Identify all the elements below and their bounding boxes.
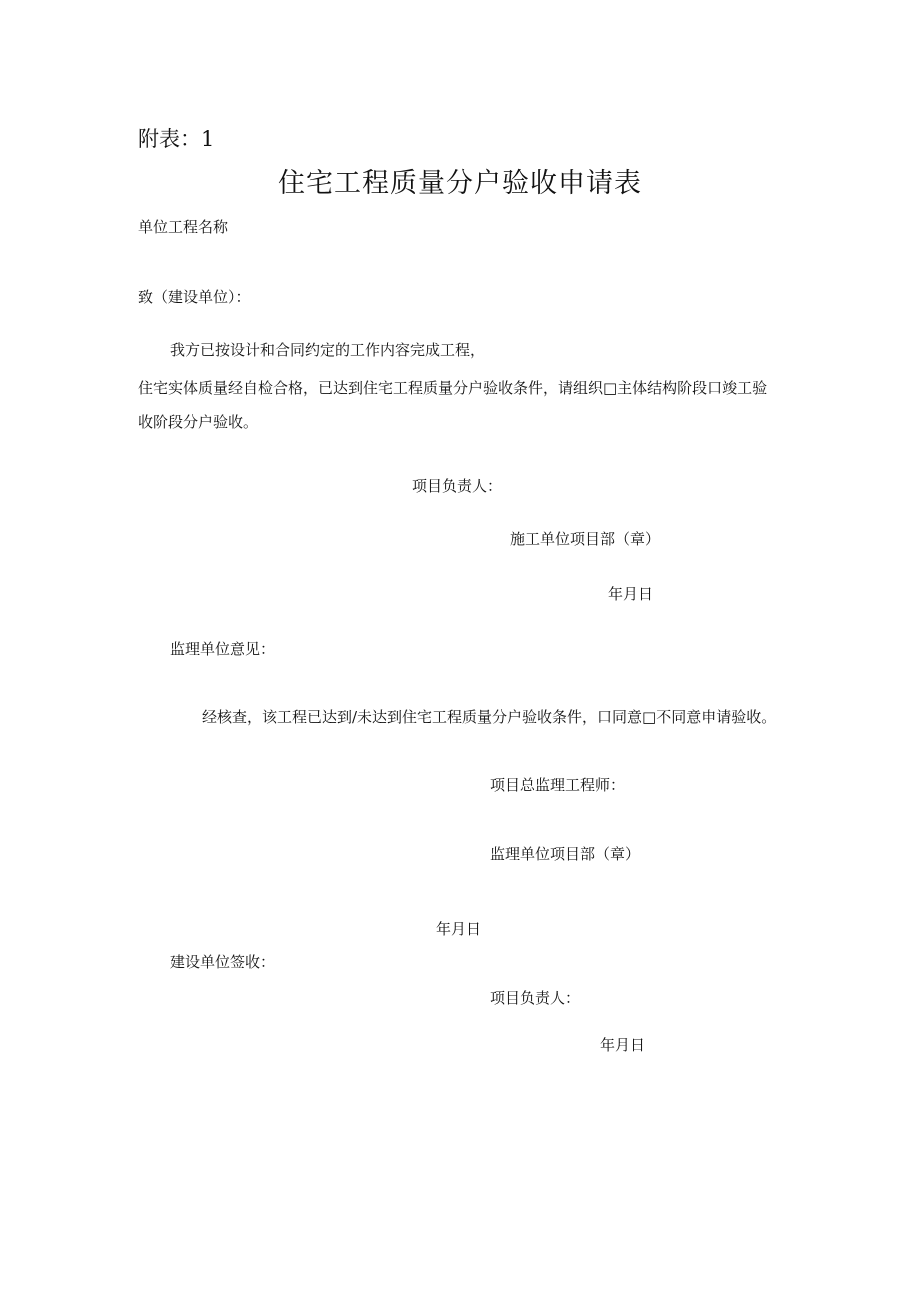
unit-project-name-label: 单位工程名称 (138, 218, 229, 236)
application-text-line-2: 住宅实体质量经自检合格，已达到住宅工程质量分户验收条件，请组织□主体结构阶段口竣工验 (138, 379, 768, 397)
owner-project-manager-label: 项目负责人： (490, 989, 581, 1007)
contractor-dept-seal-label: 施工单位项目部（章） (510, 530, 661, 548)
application-text-line-1: 我方已按设计和合同约定的工作内容完成工程， (170, 341, 486, 359)
contractor-project-manager-label: 项目负责人： (412, 477, 503, 495)
contractor-date-label: 年月日 (608, 585, 654, 603)
supervision-opinion-text: 经核查，该工程已达到/未达到住宅工程质量分户验收条件，口同意□不同意申请验收。 (202, 708, 777, 726)
supervision-dept-seal-label: 监理单位项目部（章） (490, 845, 641, 863)
application-text-line-3: 收阶段分户验收。 (138, 413, 259, 431)
form-title: 住宅工程质量分户验收申请表 (278, 168, 642, 199)
chief-supervision-engineer-label: 项目总监理工程师： (490, 776, 626, 794)
addressee-label: 致（建设单位）： (138, 288, 251, 306)
owner-signoff-label: 建设单位签收： (170, 953, 276, 971)
supervision-date-label: 年月日 (436, 920, 482, 938)
owner-date-label: 年月日 (600, 1036, 646, 1054)
supervision-opinion-label: 监理单位意见： (170, 640, 276, 658)
annex-label: 附表：1 (138, 127, 215, 151)
